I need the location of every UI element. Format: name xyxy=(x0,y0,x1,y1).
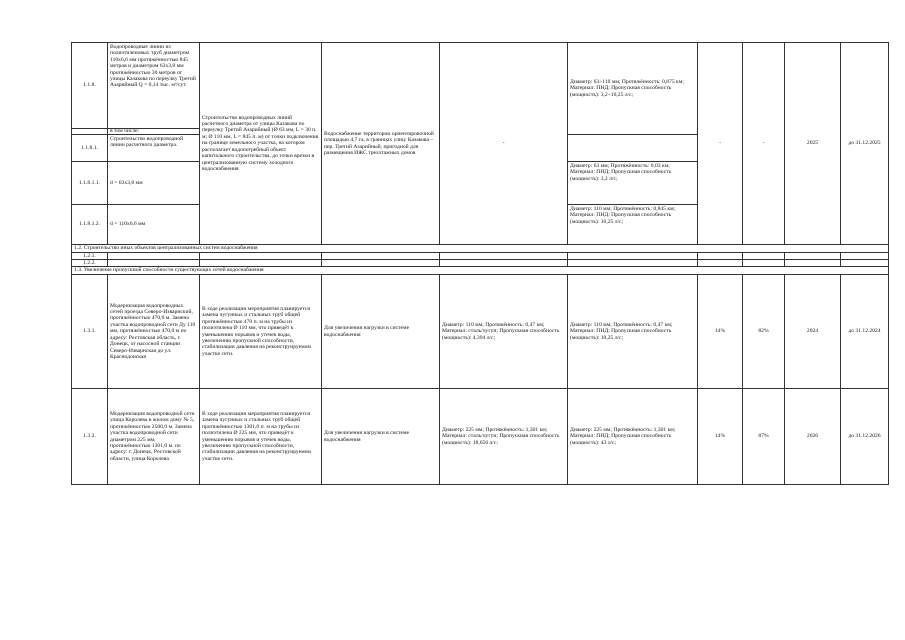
indicator-after: 82% xyxy=(743,275,785,389)
table-row xyxy=(72,275,889,389)
indicator-before: 14% xyxy=(698,389,743,485)
measure-purpose: Для увеличения нагрузки в системе водоснабжения xyxy=(322,389,440,485)
table-row xyxy=(72,253,889,260)
row-number: 1.1.8.1. xyxy=(72,135,108,162)
measure-description: Строительство водопроводных линий расчетного диаметра от улицы Казакова по переулку Третий Азарийный (Ø 63 мм, L = 30 п. м; Ø 110 мм, L = 845 п. м) от точки подключения на границе земельного участка, на котором располагает водопотребный объект капитального строительства, до точки врезки в централизованную систему холодного водоснабжения xyxy=(200,43,322,245)
planned-parameters: Диаметр: 110 мм; Протяжённость: 0,47 км; Материал: ПНД; Пропускная способность (мощность): 10,25 л/с; xyxy=(568,275,698,389)
implementation-year: 2025 xyxy=(785,43,841,245)
measures-table xyxy=(71,42,889,485)
existing-parameters: Диаметр: 225 мм; Протяжённость: 1,301 км; Материал: сталь/чугун; Пропускная способность (мощность): 18,656 л/с; xyxy=(440,389,568,485)
indicator-after: 87% xyxy=(743,389,785,485)
object-name: Строительство водопроводной линии расчетного диаметра. xyxy=(108,135,200,162)
document-page xyxy=(71,42,881,485)
measure-purpose: Для увеличения нагрузки в системе водоснабжения xyxy=(322,275,440,389)
row-number: 1.3.2. xyxy=(72,389,108,485)
planned-parameters: Диаметр: 225 мм; Протяжённость: 1,301 км; Материал: ПНД; Пропускная способность (мощность): 43 л/с; xyxy=(568,389,698,485)
object-name: d = 63х3,8 мм xyxy=(108,162,200,205)
measure-description: В ходе реализации мероприятия планируется замена чугунных и стальных труб общей протяжённостью 1301,0 п. м на трубы из полиэтилена Ø 225 мм, что приведёт к уменьшению порывов и утечек воды, увеличению пропускной способности, стабилизации давления на реконструируемом участке сети. xyxy=(200,389,322,485)
indicator-before: - xyxy=(698,43,743,245)
object-name: Модернизация водопроводных сетей проезда Северо-Изварнский, протяжённостью 470,0 м. Замена участка водопроводной сети Ду 110 мм, протяжённостью 470,0 м по адресу: Ростовская область, г. Донецк, от насосной станции Северо-Изварнская до ул. Краснодонская xyxy=(108,275,200,389)
existing-parameters: Диаметр: 110 мм; Протяжённость: 0,47 км; Материал: сталь/чугун; Пропускная способность (мощность): 4,394 л/с; xyxy=(440,275,568,389)
object-name: Водопроводные линии из полиэтиленовых труб диаметром 110х6,6 мм протяжённостью 845 метров и диаметром 63х3,8 мм протяжённостью 30 метров от улицы Казакова по переулку Третий Азарийный Q = 0,14 тыс. м³/сут. xyxy=(108,43,200,129)
row-number: 1.2.1. xyxy=(72,253,108,260)
deadline: до 31.12.2025 xyxy=(841,43,889,245)
planned-parameters: Диаметр: 110 мм; Протяжённость: 0,845 км; Материал: ПНД; Пропускная способность (мощность): 10,25 л/с; xyxy=(568,205,698,245)
measure-description: В ходе реализации мероприятия планируется замена чугунных и стальных труб общей протяжённостью 470 п. м на трубы из полиэтилена Ø 110 мм, что приведёт к уменьшению порывов и утечек воды, увеличению пропускной способности, стабилизации давления на реконструируемом участке сети. xyxy=(200,275,322,389)
section-title: 1.3. Увеличение пропускной способности существующих сетей водоснабжения xyxy=(72,267,889,275)
implementation-year: 2026 xyxy=(785,389,841,485)
measure-purpose: Водоснабжение территории ориентировочной площадью 4,7 га, в границах улиц: Казакова – пер. Третий Азарийный, пригодной для размещения ИЖС трехэтажных домов xyxy=(322,43,440,245)
row-number: 1.3.1. xyxy=(72,275,108,389)
planned-parameters: Диаметр: 63 мм; Протяжённость: 0,03 км; Материал: ПНД; Пропускная способность (мощность): 3,2 л/с; xyxy=(568,162,698,205)
table-row xyxy=(72,389,889,485)
indicator-before: 14% xyxy=(698,275,743,389)
object-name: Модернизация водопроводной сети улица Королева в жилом дому № 5, протяжённостью 2500,0 м. Замена участка водопроводной сети диаметром 225 мм, протяжённостью 1301,0 м. по адресу: г. Донецк, Ростовской области, улица Королева xyxy=(108,389,200,485)
section-title: 1.2. Строительство иных объектов централизованных систем водоснабжения xyxy=(72,245,889,253)
object-name: d = 110х6,6 мм xyxy=(108,205,200,245)
section-row xyxy=(72,245,889,253)
row-number: 1.1.8.1.2. xyxy=(72,205,108,245)
deadline: до 31.12.2026 xyxy=(841,389,889,485)
deadline: до 31.12.2024 xyxy=(841,275,889,389)
row-number: 1.2.2. xyxy=(72,260,108,267)
implementation-year: 2024 xyxy=(785,275,841,389)
existing-parameters: - xyxy=(440,43,568,245)
table-row xyxy=(72,43,889,129)
table-row xyxy=(72,260,889,267)
planned-parameters: Диаметр: 63÷110 мм; Протяжённость: 0,875 км; Материал: ПНД; Пропускная способность (мощность): 3,2÷10,25 л/с; xyxy=(568,43,698,135)
including-label: в том числе: xyxy=(108,129,200,135)
section-row xyxy=(72,267,889,275)
row-number: 1.1.8.1.1. xyxy=(72,162,108,205)
indicator-after: - xyxy=(743,43,785,245)
row-number: 1.1.8. xyxy=(72,43,108,129)
